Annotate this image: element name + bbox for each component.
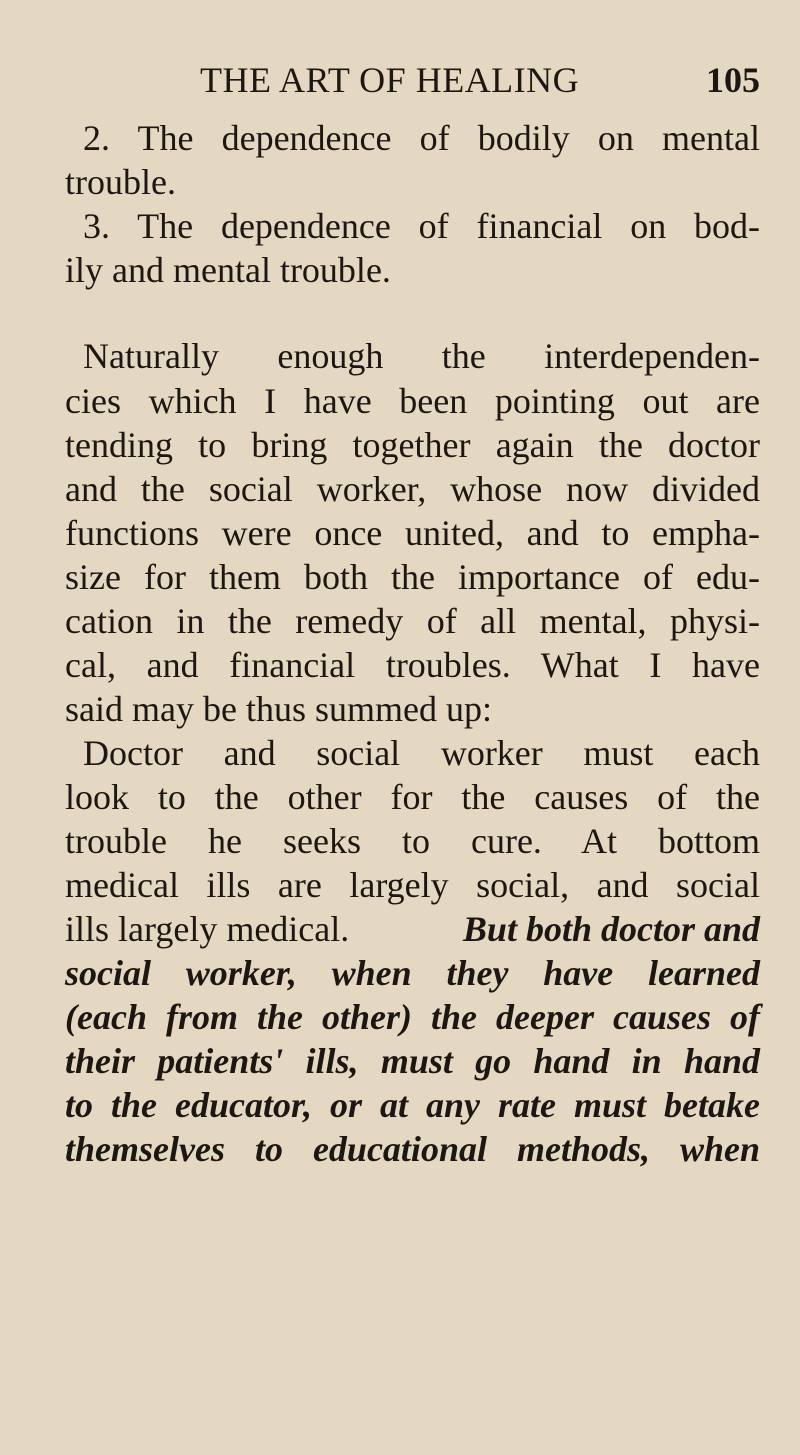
running-title: THE ART OF HEALING [200,60,580,100]
text-line: said may be thus summed up: [65,689,492,729]
page-number: 105 [706,60,760,100]
text-line: Naturally enough the interdependen- [83,336,760,376]
text-line: Doctor and social worker must each [83,733,760,773]
text-line: medical ills are largely social, and social [65,865,760,905]
italic-line: themselves to educational methods, when [65,1129,760,1169]
italic-line: social worker, when they have learned [65,953,760,993]
text-line: size for them both the importance of edu- [65,557,760,597]
text-line: 3. The dependence of financial on bod- [83,206,760,246]
text-line: ily and mental trouble. [65,250,391,290]
text-line: look to the other for the causes of the [65,777,760,817]
text-line: and the social worker, whose now divided [65,469,760,509]
italic-fragment: But both doctor and [462,909,760,949]
text-line: functions were once united, and to empha- [65,513,760,553]
text-line: trouble he seeks to cure. At bottom [65,821,760,861]
text-line: 2. The dependence of bodily on mental [83,118,760,158]
text-line: trouble. [65,162,176,202]
text-fragment: ills largely medical. [65,909,350,949]
italic-line: to the educator, or at any rate must betake [65,1085,760,1125]
italic-line: (each from the other) the deeper causes of [65,997,760,1037]
text-line: cies which I have been pointing out are [65,381,760,421]
italic-line: their patients' ills, must go hand in hand [65,1041,760,1081]
text-line: cation in the remedy of all mental, physi- [65,601,760,641]
text-line-mixed [65,907,760,951]
running-header [200,58,760,102]
text-line: tending to bring together again the doctor [65,425,760,465]
text-line: cal, and financial troubles. What I have [65,645,760,685]
